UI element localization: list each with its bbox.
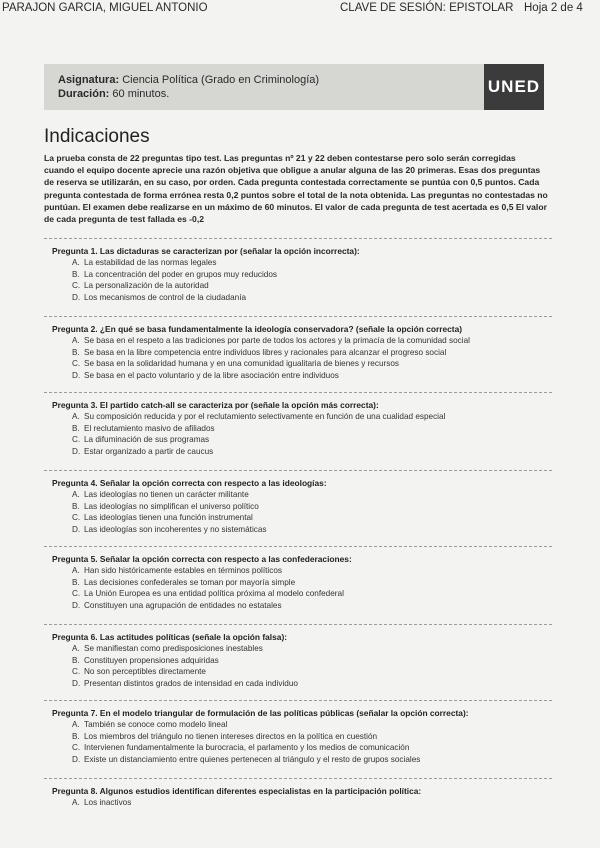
option-a[interactable]: A. Las ideologías no tienen un carácter militante (72, 490, 249, 499)
duration-label: Duración: (58, 88, 110, 100)
option-b[interactable]: B. El reclutamiento masivo de afiliados (72, 423, 215, 433)
option-a[interactable]: A. Se manifiestan como predisposiciones inestables (72, 644, 263, 653)
question-text: Pregunta 2. ¿En qué se basa fundamentalmente la ideología conservadora? (señale la opción correcta) (52, 324, 463, 334)
question-text: Pregunta 3. El partido catch-all se caracteriza por (señale la opción más correcta): (52, 400, 379, 410)
option-d[interactable]: D. Constituyen una agrupación de entidades no estatales (72, 600, 282, 610)
instructions-text: La prueba consta de 22 preguntas tipo test. Las preguntas nº 21 y 22 deben contestarse pero solo serán corregidas cuando el equipo docente aprecie una razón objetiva que obligue a anular alguna de las 20 primeras. Esas dos preguntas de reserva se utilizarán, en su caso, por orden. Cada pregunta contestada correctamente se puntúa con 0,5 puntos. Cada pregunta contestada de forma errónea resta 0,2 puntos sobre el total de la nota obtenida. Las preguntas no contestadas no puntúan. El examen debe realizarse en un máximo de 60 minutos. El valor de cada pregunta de test acertada es 0,5 El valor de cada pregunta de test fallada es -0,2 (44, 153, 548, 225)
option-a[interactable]: A. Se basa en el respeto a las tradiciones por parte de todos los actores y la primacía de la comunidad social (72, 336, 470, 345)
instructions-title: Indicaciones (44, 126, 150, 147)
question-1 (44, 238, 552, 303)
question-text: Pregunta 5. Señalar la opción correcta con respecto a las confederaciones: (52, 554, 352, 564)
question-2 (44, 316, 552, 381)
option-c[interactable]: C. La Unión Europea es una entidad política próxima al modelo confederal (72, 589, 344, 599)
question-6 (44, 624, 552, 689)
duration-line (58, 87, 319, 101)
question-text: Pregunta 4. Señalar la opción correcta con respecto a las ideologías: (52, 478, 327, 488)
option-a[interactable]: A. Han sido históricamente estables en términos políticos (72, 566, 282, 575)
option-d[interactable]: D. Existe un distanciamiento entre quienes pertenecen al triángulo y el resto de grupos sociales (72, 754, 421, 764)
option-d[interactable]: D. Estar organizado a partir de caucus (72, 446, 214, 456)
option-a[interactable]: A. También se conoce como modelo lineal (72, 720, 228, 729)
subject-label: Asignatura: (58, 74, 120, 86)
student-name: PARAJON GARCIA, MIGUEL ANTONIO (2, 2, 208, 14)
option-a[interactable]: A. Los inactivos (72, 798, 132, 807)
question-4 (44, 470, 552, 535)
option-b[interactable]: B. Las ideologías no simplifican el universo político (72, 501, 259, 511)
option-d[interactable]: D. Presentan distintos grados de intensidad en cada individuo (72, 678, 298, 688)
question-5 (44, 546, 552, 611)
option-b[interactable]: B. Las decisiones confederales se toman por mayoría simple (72, 577, 296, 587)
question-text: Pregunta 8. Algunos estudios identifican diferentes especialistas en la participación política: (52, 786, 422, 796)
page-number: Hoja 2 de 4 (524, 2, 583, 14)
session-key: CLAVE DE SESIÓN: EPISTOLAR (340, 2, 514, 14)
option-c[interactable]: C. Se basa en la solidaridad humana y en una comunidad igualitaria de bienes y recursos (72, 359, 399, 369)
exam-info-card (44, 64, 544, 110)
option-b[interactable]: B. La concentración del poder en grupos muy reducidos (72, 269, 277, 279)
option-c[interactable]: C. La difuminación de sus programas (72, 435, 210, 445)
question-7 (44, 700, 552, 765)
option-d[interactable]: D. Se basa en el pacto voluntario y de la libre asociación entre individuos (72, 370, 339, 380)
uned-logo: UNED (484, 64, 544, 110)
question-text: Pregunta 1. Las dictaduras se caracterizan por (señalar la opción incorrecta): (52, 246, 360, 256)
option-c[interactable]: C. Intervienen fundamentalmente la burocracia, el parlamento y los medios de comunicación (72, 743, 410, 753)
option-b[interactable]: B. Los miembros del triángulo no tienen intereses directos en la política en cuestión (72, 731, 378, 741)
option-c[interactable]: C. Las ideologías tienen una función instrumental (72, 513, 253, 523)
duration-value: 60 minutos. (112, 88, 170, 100)
question-8 (44, 778, 552, 809)
option-d[interactable]: D. Los mecanismos de control de la ciudadanía (72, 292, 247, 302)
subject-line (58, 73, 319, 87)
option-b[interactable]: B. Se basa en la libre competencia entre individuos libres y racionales para alcanzar el progreso social (72, 347, 447, 357)
subject-value: Ciencia Política (Grado en Criminología) (122, 74, 320, 86)
option-c[interactable]: C. No son perceptibles directamente (72, 667, 206, 677)
question-text: Pregunta 7. En el modelo triangular de formulación de las políticas públicas (señalar la opción correcta): (52, 708, 469, 718)
option-c[interactable]: C. La personalización de la autoridad (72, 281, 209, 291)
page-header (0, 2, 600, 16)
question-text: Pregunta 6. Las actitudes políticas (señale la opción falsa): (52, 632, 288, 642)
option-d[interactable]: D. Las ideologías son incoherentes y no sistemáticas (72, 524, 267, 534)
option-a[interactable]: A. La estabilidad de las normas legales (72, 258, 217, 267)
option-a[interactable]: A. Su composición reducida y por el reclutamiento selectivamente en función de una cualidad especial (72, 412, 446, 421)
question-3 (44, 392, 552, 457)
option-b[interactable]: B. Constituyen propensiones adquiridas (72, 655, 219, 665)
